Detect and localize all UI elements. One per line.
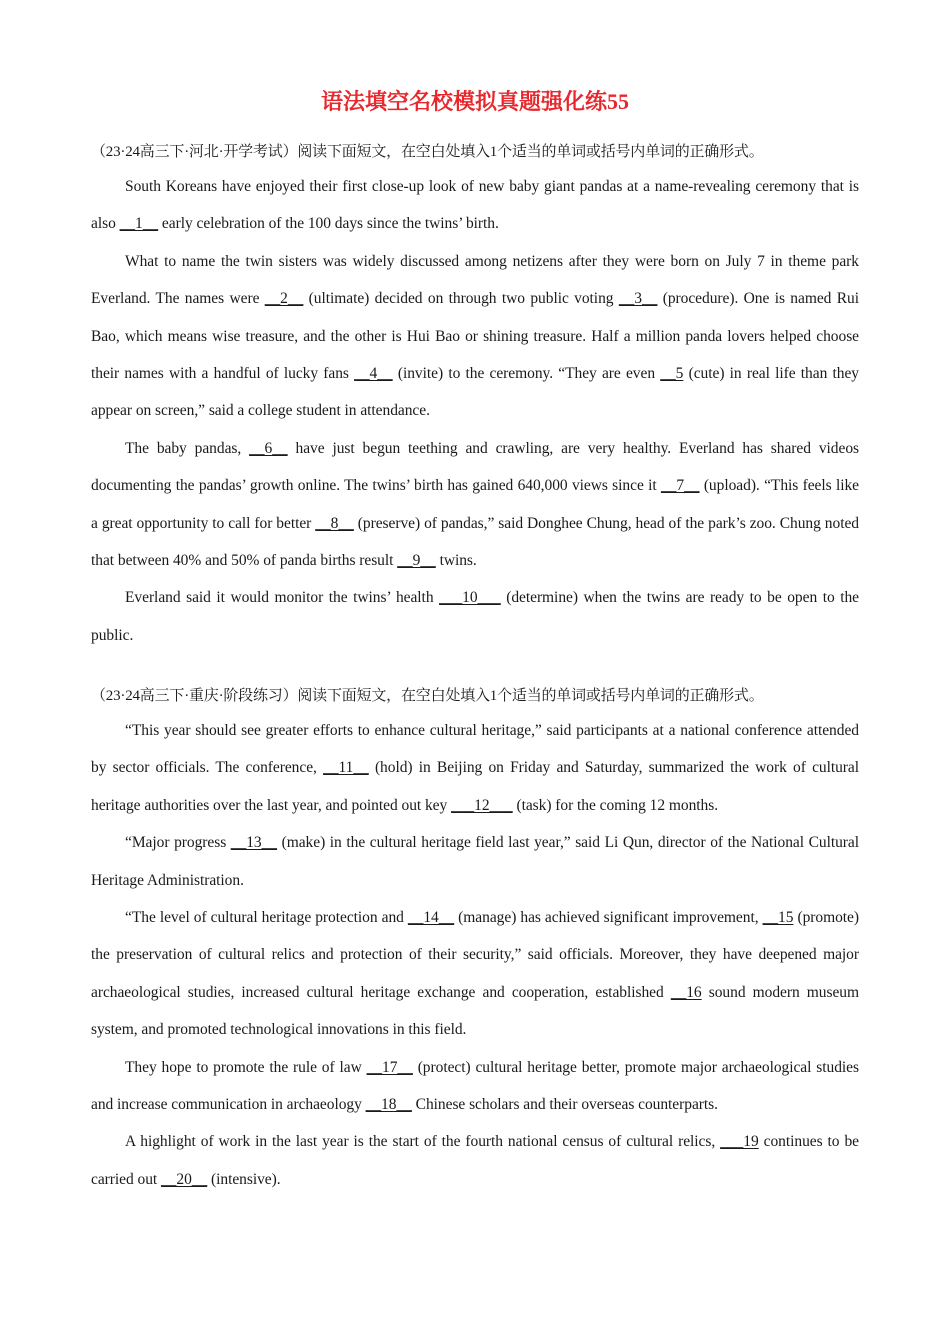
passage-2-paragraph-2: “Major progress __13__ (make) in the cultural heritage field last year,” said Li Qun, director of the National Cultural Heritage Administration. [91, 834, 860, 889]
passage-1-paragraph-1: South Koreans have enjoyed their first close-up look of new baby giant pandas at a name-revealing ceremony that is also __1__ early celebration of the 100 days since the twins’ birth. [91, 178, 859, 233]
passage-2-instruction: （23·24高三下·重庆·阶段练习）阅读下面短文，在空白处填入1个适当的单词或括号内单词的正确形式。 [91, 688, 764, 704]
passage-1-paragraph-3: The baby pandas, __6__ have just begun teething and crawling, are very healthy. Everland has shared videos documenting the pandas’ growth online. The twins’ birth has gained 640,000 views since it __7__ (upload). “This feels like a great opportunity to call for better __8__ (preserve) of pandas,” said Donghee Chung, head of the park’s zoo. Chung noted that between 40% and 50% of panda births result __9__ twins. [91, 439, 859, 570]
passage-1-paragraph-4: Everland said it would monitor the twins’ health ___10___ (determine) when the twins are ready to be open to the public. [91, 589, 859, 644]
blank-2: __2__ [264, 290, 304, 308]
blank-3: __3__ [618, 290, 658, 308]
blank-7: __7__ [660, 477, 700, 495]
blank-13: __13__ [230, 834, 277, 852]
blank-19: ___19 [720, 1133, 759, 1151]
blank-6: __6__ [249, 439, 288, 457]
page-title: 语法填空名校模拟真题强化练55 [320, 89, 629, 114]
blank-11: __11__ [323, 759, 369, 777]
blank-12: ___12___ [451, 796, 513, 814]
blank-5: __5 [660, 365, 684, 383]
blank-9: __9__ [397, 552, 436, 570]
passage-1 [91, 141, 859, 654]
blank-1: __1__ [119, 215, 159, 233]
blank-8: __8__ [315, 514, 354, 532]
blank-15: __15 [762, 909, 794, 927]
blank-20: __20__ [160, 1170, 208, 1188]
passage-1-instruction: （23·24高三下·河北·开学考试）阅读下面短文，在空白处填入1个适当的单词或括号内单词的正确形式。 [91, 144, 764, 160]
blank-17: __17__ [366, 1058, 413, 1076]
passage-2-paragraph-1: “This year should see greater efforts to enhance cultural heritage,” said participants at a national conference attended by sector officials. The conference, __11__ (hold) in Beijing on Friday and Saturday, summarized the work of cultural heritage authorities over the last year, and pointed out key ___12___ (task) for the coming 12 months. [91, 722, 860, 814]
passage-2-paragraph-3: “The level of cultural heritage protection and __14__ (manage) has achieved significant improvement, __15 (promote) the preservation of cultural relics and protection of their security,” said officials. Moreover, they have deepened major archaeological studies, increased cultural heritage exchange and cooperation, established __16 sound modern museum system, and promoted technological innovations in this field. [91, 909, 860, 1039]
blank-18: __18__ [365, 1096, 412, 1114]
passage-1-paragraph-2: What to name the twin sisters was widely discussed among netizens after they were born on July 7 in theme park Everland. The names were __2__ (ultimate) decided on through two public voting __3__ (procedure). One is named Rui Bao, which means wise treasure, and the other is Hui Bao or shining treasure. Half a million panda lovers helped choose their names with a handful of lucky fans __4__ (invite) to the ceremony. “They are even __5 (cute) in real life than they appear on screen,” said a college student in attendance. [91, 252, 859, 420]
blank-14: __14__ [407, 909, 455, 927]
passage-2-paragraph-4: They hope to promote the rule of law __17__ (protect) cultural heritage better, promote major archaeological studies and increase communication in archaeology __18__ Chinese scholars and their overseas counterparts. [91, 1058, 859, 1114]
passage-2 [91, 685, 859, 1198]
blank-16: __16 [670, 983, 702, 1001]
blank-4: __4__ [354, 365, 393, 383]
blank-10: ___10___ [439, 589, 501, 607]
passage-2-paragraph-5: A highlight of work in the last year is the start of the fourth national census of cultural relics, ___19 continues to be carried out __20__ (intensive). [91, 1133, 860, 1188]
